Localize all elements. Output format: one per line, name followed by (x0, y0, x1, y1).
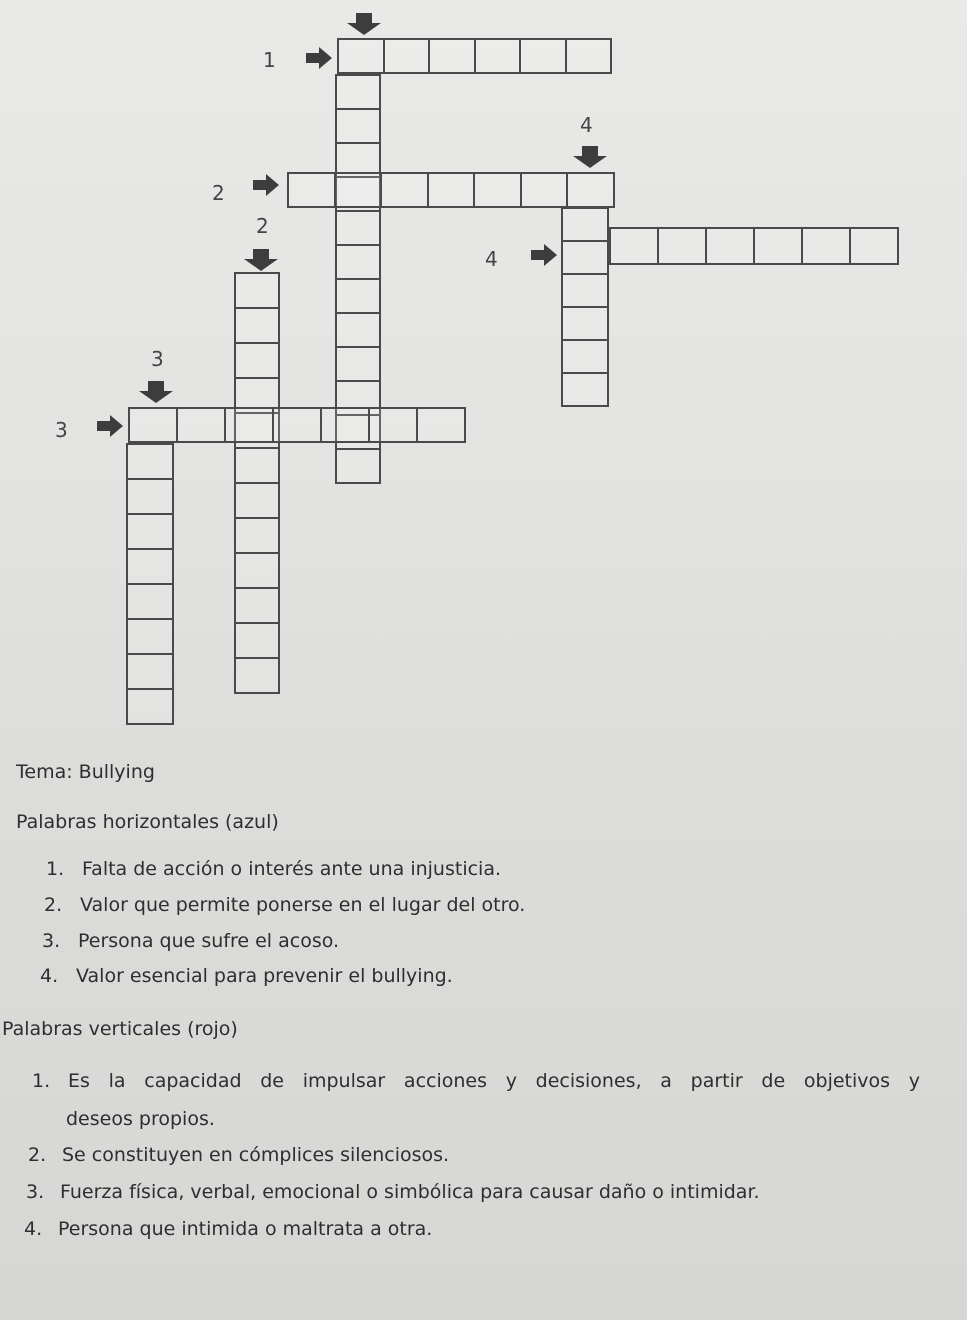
cell-v2[interactable] (234, 587, 280, 624)
cell-h3[interactable] (128, 407, 178, 443)
clue-text: Valor esencial para prevenir el bullying. (76, 965, 453, 987)
cell-h1[interactable] (428, 38, 476, 74)
cell-v1[interactable] (335, 244, 381, 280)
cell-h2[interactable] (427, 172, 476, 208)
cell-v3[interactable] (126, 688, 174, 725)
cell-v3[interactable] (126, 618, 174, 655)
cell-h2[interactable] (520, 172, 569, 208)
cell-v1[interactable] (335, 108, 381, 144)
cell-h2[interactable] (566, 172, 615, 208)
cell-v4[interactable] (561, 372, 609, 407)
cell-h3[interactable] (416, 407, 466, 443)
arrow-right-icon (530, 243, 558, 267)
cell-v2[interactable] (234, 482, 280, 519)
cell-v2[interactable] (234, 342, 280, 379)
clue-number: 2. (28, 1144, 47, 1166)
cell-v4[interactable] (561, 207, 609, 242)
cell-v3[interactable] (126, 443, 174, 480)
arrow-down-icon (572, 145, 608, 169)
clue-number: 1. (32, 1070, 51, 1092)
cell-h4[interactable] (849, 227, 899, 265)
cell-h4[interactable] (657, 227, 707, 265)
cell-v3[interactable] (126, 653, 174, 690)
cell-v3[interactable] (126, 583, 174, 620)
arrow-right-icon (252, 173, 280, 197)
cell-h3[interactable] (272, 407, 322, 443)
cell-h4[interactable] (705, 227, 755, 265)
cell-h3[interactable] (176, 407, 226, 443)
cell-v2[interactable] (234, 552, 280, 589)
cell-v1[interactable] (335, 448, 381, 484)
label-vertical-4: 4 (580, 113, 593, 137)
cell-h2[interactable] (287, 172, 336, 208)
cell-h1[interactable] (383, 38, 431, 74)
cell-h2[interactable] (334, 172, 383, 208)
clue-number: 2. (44, 894, 63, 916)
cell-v2[interactable] (234, 517, 280, 554)
cell-v4[interactable] (561, 339, 609, 374)
clue-number: 3. (26, 1181, 45, 1203)
cell-h3[interactable] (224, 407, 274, 443)
cell-v2[interactable] (234, 447, 280, 484)
clue-text-line2: deseos propios. (66, 1108, 215, 1130)
cell-v1[interactable] (335, 278, 381, 314)
clue-text: Fuerza física, verbal, emocional o simbólica para causar daño o intimidar. (60, 1181, 760, 1203)
cell-v4[interactable] (561, 240, 609, 275)
cell-v2[interactable] (234, 622, 280, 659)
label-horizontal-4: 4 (485, 247, 498, 271)
cell-h2[interactable] (473, 172, 522, 208)
clue-number: 4. (40, 965, 59, 987)
cell-h4[interactable] (801, 227, 851, 265)
cell-h1[interactable] (474, 38, 522, 74)
label-horizontal-3: 3 (55, 418, 68, 442)
cell-v2[interactable] (234, 272, 280, 309)
cell-v2[interactable] (234, 307, 280, 344)
label-vertical-3: 3 (151, 347, 164, 371)
clue-text: Persona que sufre el acoso. (78, 930, 340, 952)
clue-number: 1. (46, 858, 65, 880)
clue-text: Persona que intimida o maltrata a otra. (58, 1218, 433, 1240)
cell-h3[interactable] (320, 407, 370, 443)
cell-h3[interactable] (368, 407, 418, 443)
arrow-down-icon (138, 380, 174, 404)
cell-h1[interactable] (565, 38, 613, 74)
theme-title: Tema: Bullying (16, 761, 155, 783)
cell-v4[interactable] (561, 273, 609, 308)
cell-h4[interactable] (609, 227, 659, 265)
cell-v1[interactable] (335, 312, 381, 348)
cell-v4[interactable] (561, 306, 609, 341)
cell-h1[interactable] (337, 38, 385, 74)
label-vertical-2: 2 (256, 214, 269, 238)
clue-text: Se constituyen en cómplices silenciosos. (62, 1144, 450, 1166)
arrow-down-icon (346, 12, 382, 36)
cell-v3[interactable] (126, 513, 174, 550)
cell-v1[interactable] (335, 346, 381, 382)
horizontal-heading: Palabras horizontales (azul) (16, 811, 279, 833)
vertical-heading: Palabras verticales (rojo) (2, 1018, 238, 1040)
label-horizontal-1: 1 (263, 48, 276, 72)
cell-h2[interactable] (380, 172, 429, 208)
clue-text: Falta de acción o interés ante una injusticia. (82, 858, 502, 880)
cell-v3[interactable] (126, 478, 174, 515)
cell-v1[interactable] (335, 210, 381, 246)
clue-text-line1: Es la capacidad de impulsar acciones y decisiones, a partir de objetivos y (68, 1070, 920, 1092)
cell-h1[interactable] (519, 38, 567, 74)
arrow-right-icon (96, 414, 124, 438)
cell-h4[interactable] (753, 227, 803, 265)
label-horizontal-2: 2 (212, 181, 225, 205)
arrow-right-icon (305, 46, 333, 70)
clue-number: 3. (42, 930, 61, 952)
cell-v1[interactable] (335, 74, 381, 110)
arrow-down-icon (243, 248, 279, 272)
clue-number: 4. (24, 1218, 43, 1240)
cell-v3[interactable] (126, 548, 174, 585)
clue-text: Valor que permite ponerse en el lugar del otro. (80, 894, 526, 916)
cell-v2[interactable] (234, 657, 280, 694)
